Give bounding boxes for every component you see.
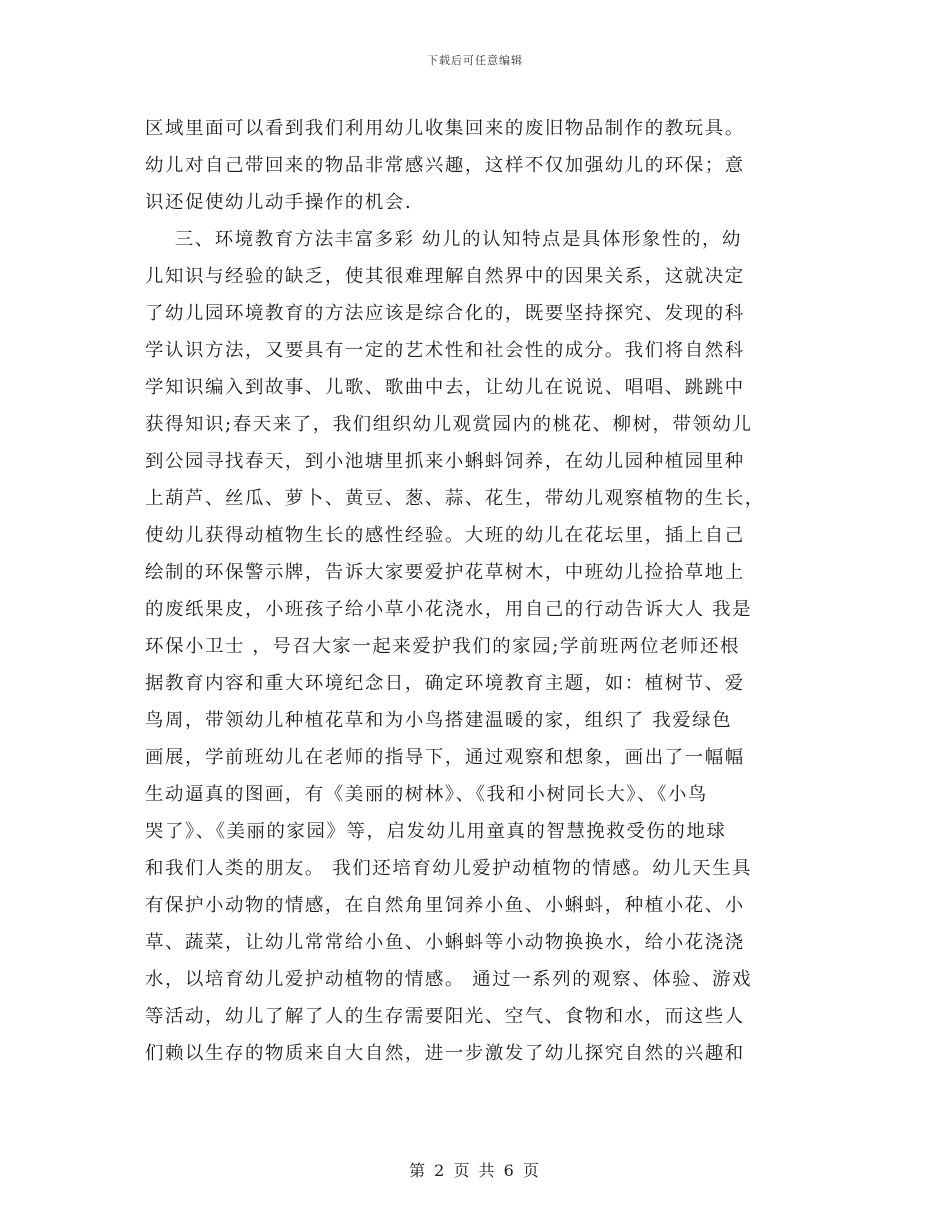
body-line: 到公园寻找春天，到小池塘里抓来小蝌蚪饲养，在幼儿园种植园里种 xyxy=(145,451,745,472)
body-line: 据教育内容和重大环境纪念日，确定环境教育主题，如：植树节、爱 xyxy=(145,673,745,694)
body-line: 三、环境教育方法丰富多彩 幼儿的认知特点是具体形象性的，幼 xyxy=(145,229,742,250)
body-line: 草、蔬菜，让幼儿常常给小鱼、小蝌蚪等小动物换换水，给小花浇浇 xyxy=(145,932,745,953)
body-line: 等活动，幼儿了解了人的生存需要阳光、空气、食物和水，而这些人 xyxy=(145,1006,745,1027)
body-line: 儿知识与经验的缺乏，使其很难理解自然界中的因果关系，这就决定 xyxy=(145,266,745,287)
body-line: 和我们人类的朋友。 我们还培育幼儿爱护动植物的情感。幼儿天生具 xyxy=(145,858,753,879)
body-line: 学知识编入到故事、儿歌、歌曲中去，让幼儿在说说、唱唱、跳跳中 xyxy=(145,377,745,398)
body-line: 生动逼真的图画，有《美丽的树林》、《我和小树同长大》、《小鸟 xyxy=(145,784,708,805)
document-body xyxy=(145,110,805,1072)
body-line: 区域里面可以看到我们利用幼儿收集回来的废旧物品制作的教玩具。 xyxy=(145,118,745,139)
body-line: 获得知识;春天来了，我们组织幼儿观赏园内的桃花、柳树，带领幼儿 xyxy=(145,414,753,435)
body-line: 上葫芦、丝瓜、萝卜、黄豆、葱、蒜、花生，带幼儿观察植物的生长， xyxy=(145,488,765,509)
body-line: 了幼儿园环境教育的方法应该是综合化的，既要坚持探究、发现的科 xyxy=(145,303,745,324)
body-line: 哭了》、《美丽的家园》等，启发幼儿用童真的智慧挽救受伤的地球 xyxy=(145,821,727,842)
body-line: 识还促使幼儿动手操作的机会. xyxy=(145,192,413,213)
body-line: 的废纸果皮，小班孩子给小草小花浇水，用自己的行动告诉大人 我是 xyxy=(145,599,753,620)
body-line: 有保护小动物的情感，在自然角里饲养小鱼、小蝌蚪，种植小花、小 xyxy=(145,895,745,916)
page-number: 第 2 页 共 6 页 xyxy=(409,1161,541,1180)
body-line: 幼儿对自己带回来的物品非常感兴趣，这样不仅加强幼儿的环保；意 xyxy=(145,155,745,176)
body-line: 水，以培育幼儿爱护动植物的情感。 通过一系列的观察、体验、游戏 xyxy=(145,969,753,990)
body-line: 环保小卫士 ，号召大家一起来爱护我们的家园;学前班两位老师还根 xyxy=(145,636,740,657)
page-header: 下载后可任意编辑 xyxy=(427,54,523,67)
body-line: 学认识方法，又要具有一定的艺术性和社会性的成分。我们将自然科 xyxy=(145,340,745,361)
body-line: 鸟周，带领幼儿种植花草和为小鸟搭建温暖的家，组织了 我爱绿色 xyxy=(145,710,733,731)
body-line: 画展，学前班幼儿在老师的指导下，通过观察和想象，画出了一幅幅 xyxy=(145,747,745,768)
body-line: 们赖以生存的物质来自大自然，进一步激发了幼儿探究自然的兴趣和 xyxy=(145,1043,745,1064)
body-line: 绘制的环保警示牌，告诉大家要爱护花草树木，中班幼儿捡拾草地上 xyxy=(145,562,745,583)
body-line: 使幼儿获得动植物生长的感性经验。大班的幼儿在花坛里，插上自己 xyxy=(145,525,745,546)
